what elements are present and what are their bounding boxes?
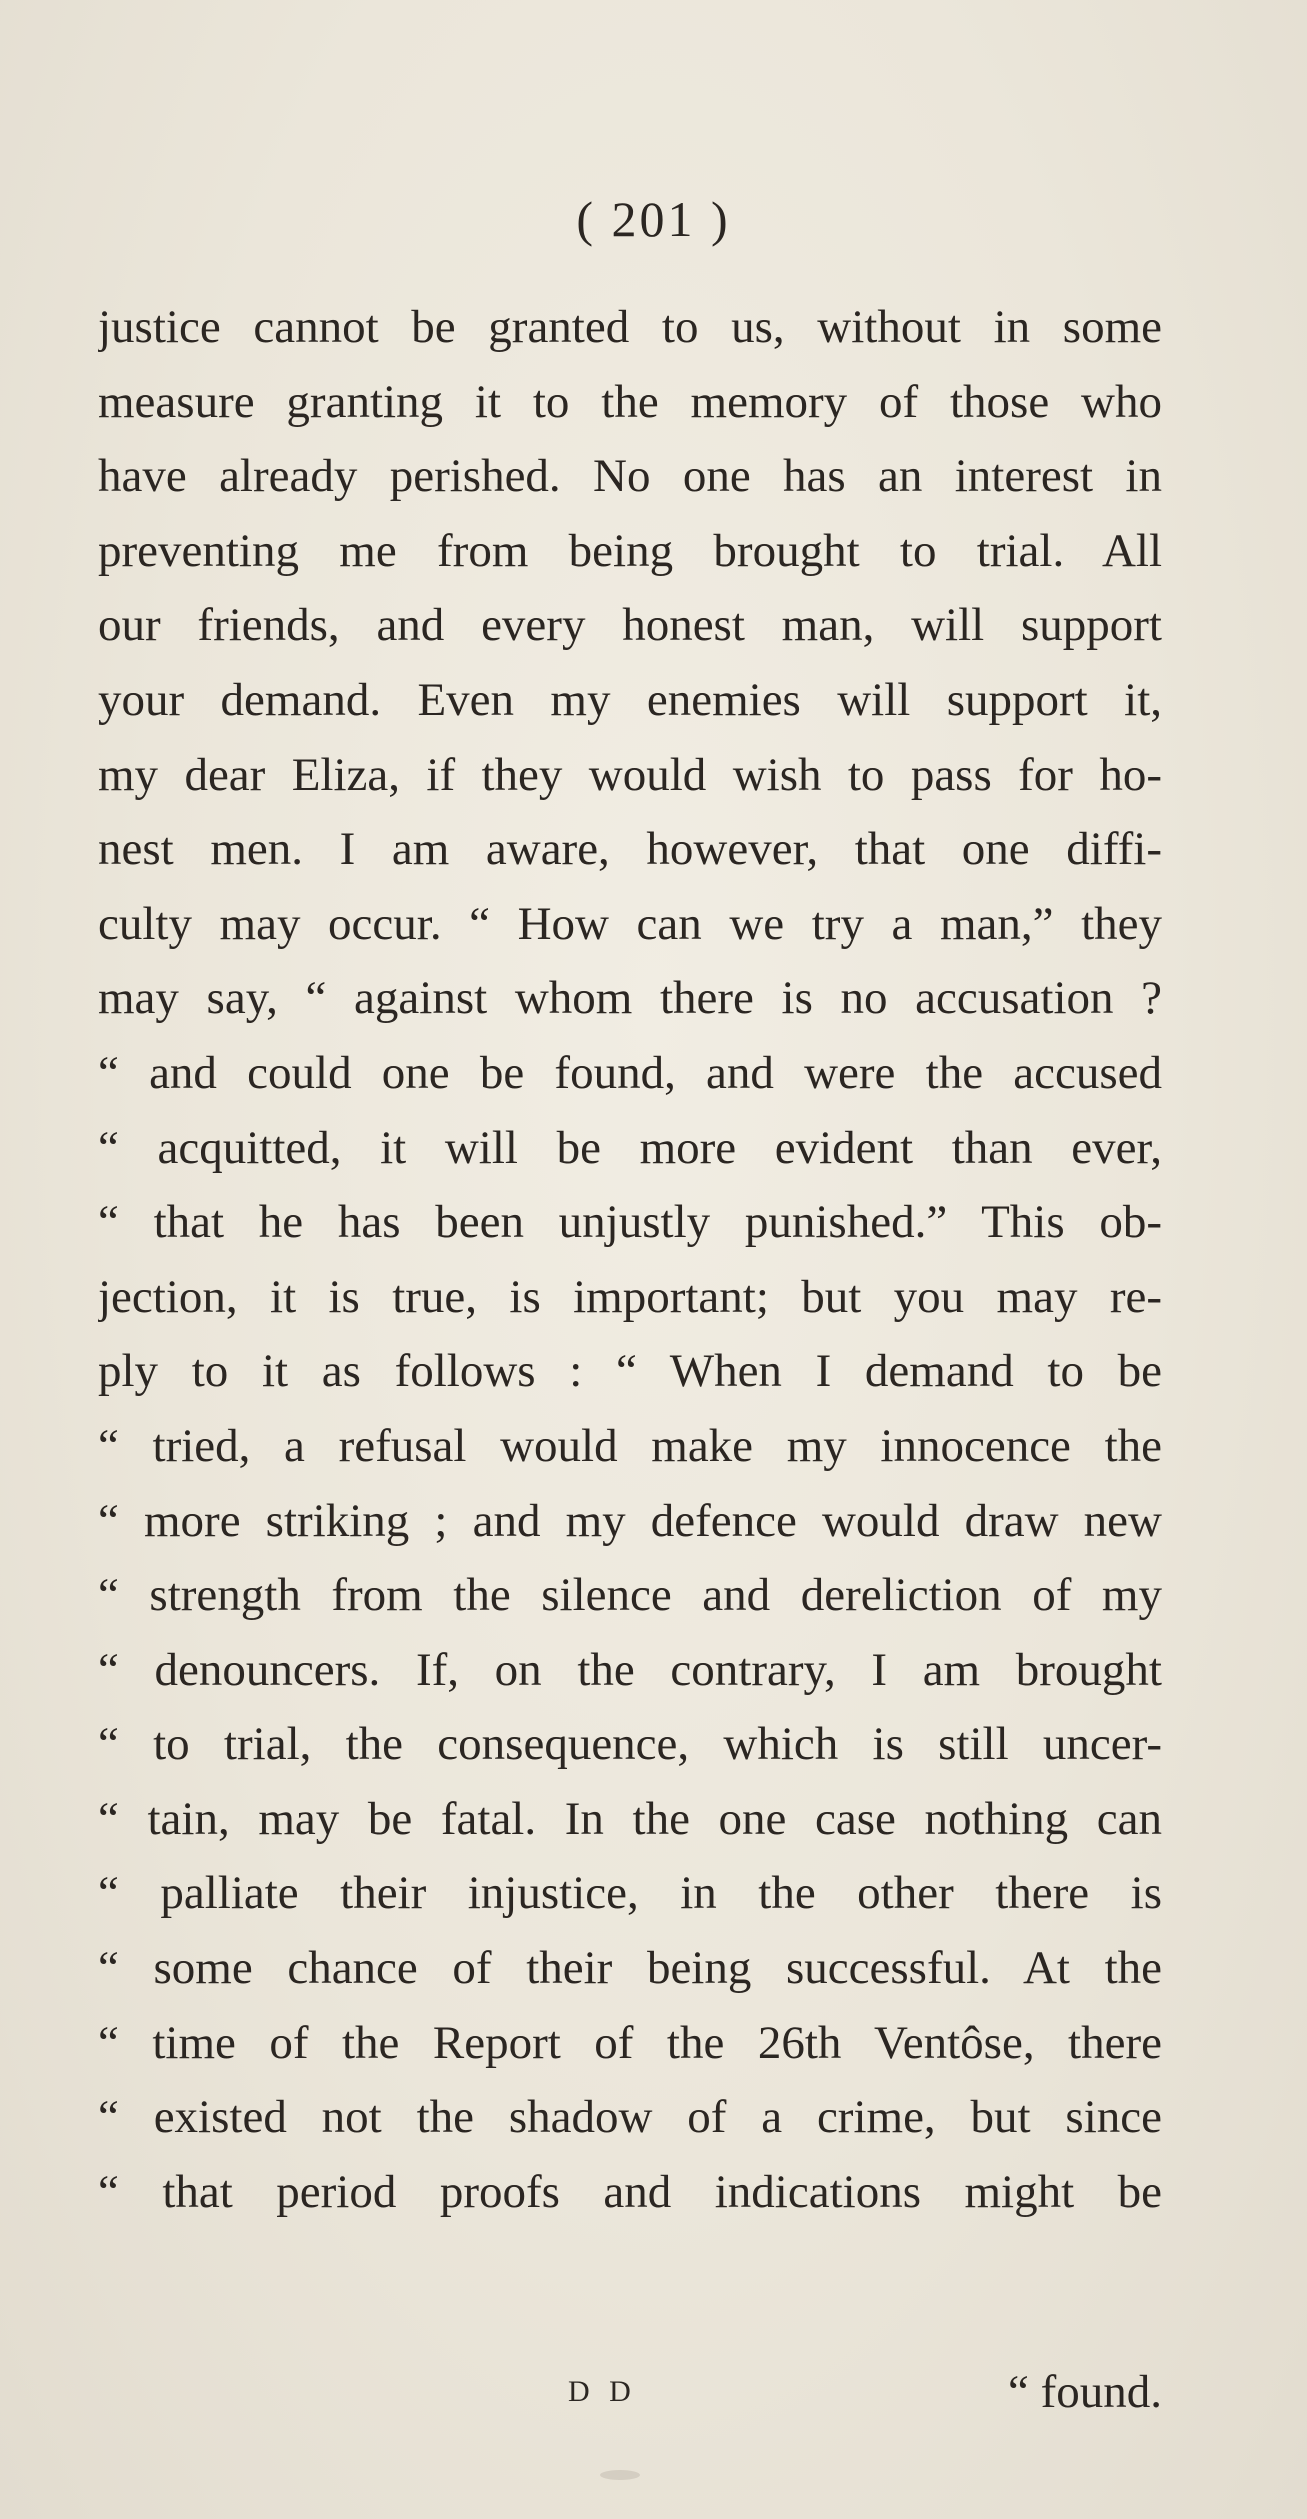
text-line: “ tain, may be fatal. In the one case nothing can	[98, 1792, 1162, 1845]
text-line: “ strength from the silence and dereliction of my	[98, 1569, 1162, 1622]
text-line: nest men. I am aware, however, that one diffi-	[98, 823, 1162, 876]
text-line: “ time of the Report of the 26th Ventôse, there	[98, 2016, 1162, 2069]
text-line: culty may occur. “ How can we try a man,” they	[98, 897, 1162, 950]
text-line: measure granting it to the memory of those who	[98, 375, 1162, 428]
text-line: “ that period proofs and indications might be	[98, 2165, 1162, 2218]
catchword: “ found.	[1007, 2366, 1162, 2418]
page-number: ( 201 )	[576, 191, 731, 247]
text-line: “ tried, a refusal would make my innocence the	[98, 1419, 1162, 1472]
text-line: “ some chance of their being successful. At the	[98, 1942, 1162, 1995]
text-line: “ acquitted, it will be more evident than ever,	[98, 1121, 1162, 1174]
text-line: my dear Eliza, if they would wish to pass for ho-	[98, 748, 1162, 801]
page-footer	[98, 2355, 1162, 2429]
text-line: “ more striking ; and my defence would draw new	[98, 1494, 1162, 1547]
text-line: preventing me from being brought to trial. All	[98, 524, 1162, 577]
text-line: “ palliate their injustice, in the other there is	[98, 1867, 1162, 1920]
text-line: “ existed not the shadow of a crime, but since	[98, 2091, 1162, 2144]
text-line: “ denouncers. If, on the contrary, I am brought	[98, 1643, 1162, 1696]
text-line: your demand. Even my enemies will support it,	[98, 673, 1162, 726]
text-line: “ and could one be found, and were the accused	[98, 1046, 1162, 1099]
text-line: “ to trial, the consequence, which is still uncer-	[98, 1718, 1162, 1771]
text-line: “ that he has been unjustly punished.” This ob-	[98, 1196, 1162, 1249]
text-line: jection, it is true, is important; but you may re-	[98, 1270, 1162, 1323]
text-line: may say, “ against whom there is no accusation ?	[98, 972, 1162, 1025]
signature-mark: D D	[568, 2375, 637, 2408]
paper-smudge	[600, 2470, 640, 2480]
text-line: our friends, and every honest man, will support	[98, 599, 1162, 652]
text-line: ply to it as follows : “ When I demand to be	[98, 1345, 1162, 1398]
text-line: justice cannot be granted to us, without in some	[98, 301, 1162, 353]
text-line: have already perished. No one has an interest in	[98, 450, 1162, 503]
body-text	[98, 290, 1162, 2229]
